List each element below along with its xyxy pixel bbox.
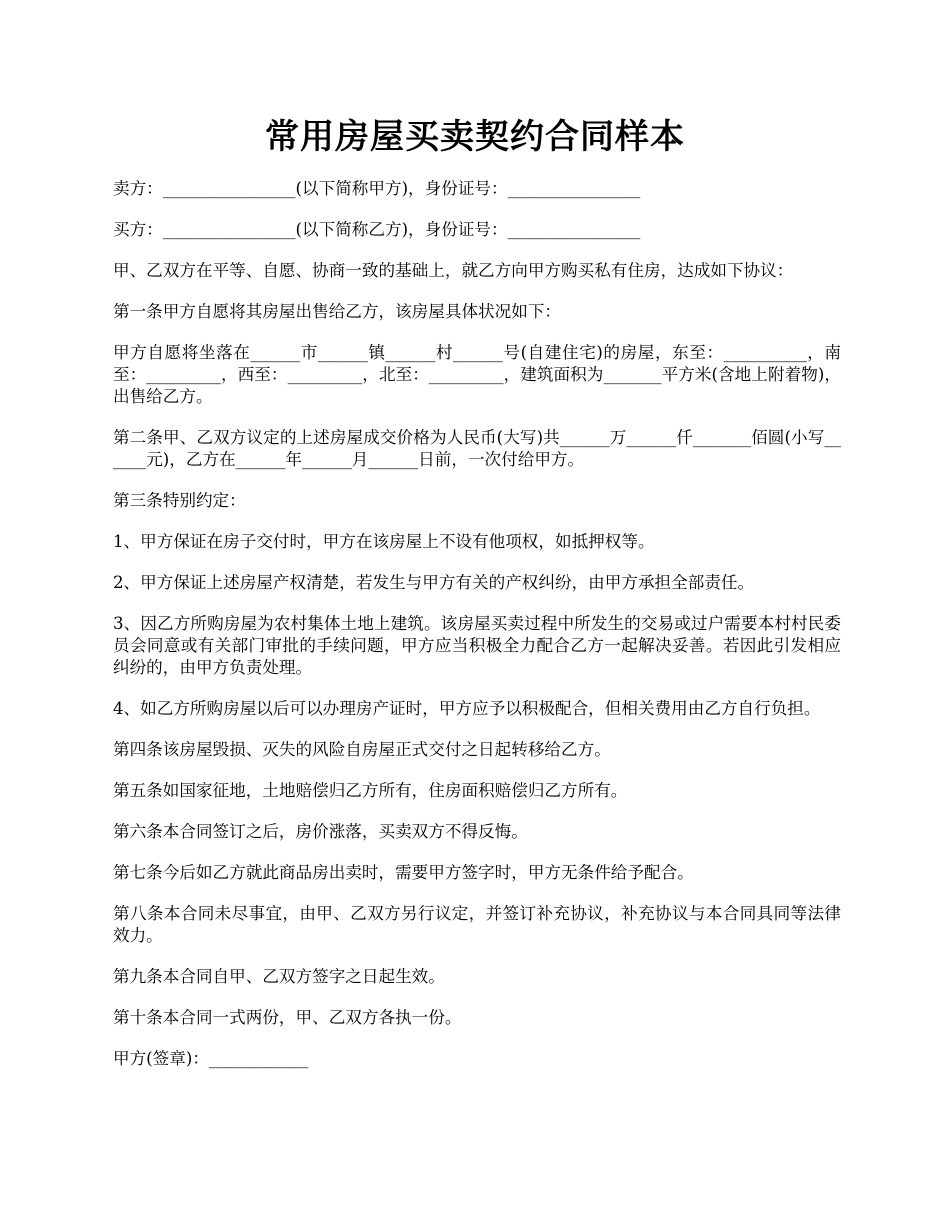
paragraph-buyer: 买方：________________(以下简称乙方)，身份证号：________________ <box>113 220 641 239</box>
paragraph-clause-3: 3、因乙方所购房屋为农村集体土地上建筑。该房屋买卖过程中所发生的交易或过户需要本村村民委员会同意或有关部门审批的手续问题，甲方应当积极全力配合乙方一起解决妥善。若因此引发相应纠纷的，由甲方负责处理。 <box>113 614 841 677</box>
paragraph-clause-2: 2、甲方保证上述房屋产权清楚，若发生与甲方有关的产权纠纷，由甲方承担全部责任。 <box>113 573 755 592</box>
paragraph-article-3: 第三条特别约定： <box>113 491 246 510</box>
signature-line-party-a: 甲方(签章)：____________ <box>113 1049 309 1068</box>
paragraph-preamble: 甲、乙双方在平等、自愿、协商一致的基础上，就乙方向甲方购买私有住房，达成如下协议： <box>113 261 794 280</box>
document-title: 常用房屋买卖契约合同样本 <box>265 117 685 157</box>
paragraph-article-8: 第八条本合同未尽事宜，由甲、乙双方另行议定，并签订补充协议，补充协议与本合同具同等法律效力。 <box>113 904 841 945</box>
paragraph-clause-1: 1、甲方保证在房子交付时，甲方在该房屋上不设有他项权，如抵押权等。 <box>113 532 655 551</box>
paragraph-article-10: 第十条本合同一式两份，甲、乙双方各执一份。 <box>113 1008 462 1027</box>
paragraph-article-7: 第七条今后如乙方就此商品房出卖时，需要甲方签字时，甲方无条件给予配合。 <box>113 863 694 882</box>
paragraph-clause-4: 4、如乙方所购房屋以后可以办理房产证时，甲方应予以积极配合，但相关费用由乙方自行负担。 <box>113 699 821 718</box>
paragraph-article-2: 第二条甲、乙双方议定的上述房屋成交价格为人民币(大写)共______万______仟_______佰圆(小写______元)，乙方在______年______月______日前，一次付给甲方。 <box>113 428 841 469</box>
paragraph-article-1: 第一条甲方自愿将其房屋出售给乙方，该房屋具体状况如下： <box>113 302 562 321</box>
paragraph-property-location: 甲方自愿将坐落在______市______镇______村______号(自建住宅)的房屋，东至：__________，南至：_________，西至：_________，北至：_________，建筑面积为_______平方米(含地上附着物)，出售给乙方。 <box>113 343 841 406</box>
document-body <box>113 178 841 1089</box>
paragraph-article-5: 第五条如国家征地，土地赔偿归乙方所有，住房面积赔偿归乙方所有。 <box>113 781 628 800</box>
paragraph-seller: 卖方：________________(以下简称甲方)，身份证号：________________ <box>113 179 641 198</box>
paragraph-article-9: 第九条本合同自甲、乙双方签字之日起生效。 <box>113 967 445 986</box>
paragraph-article-6: 第六条本合同签订之后，房价涨落，买卖双方不得反悔。 <box>113 822 528 841</box>
paragraph-article-4: 第四条该房屋毁损、灭失的风险自房屋正式交付之日起转移给乙方。 <box>113 740 611 759</box>
